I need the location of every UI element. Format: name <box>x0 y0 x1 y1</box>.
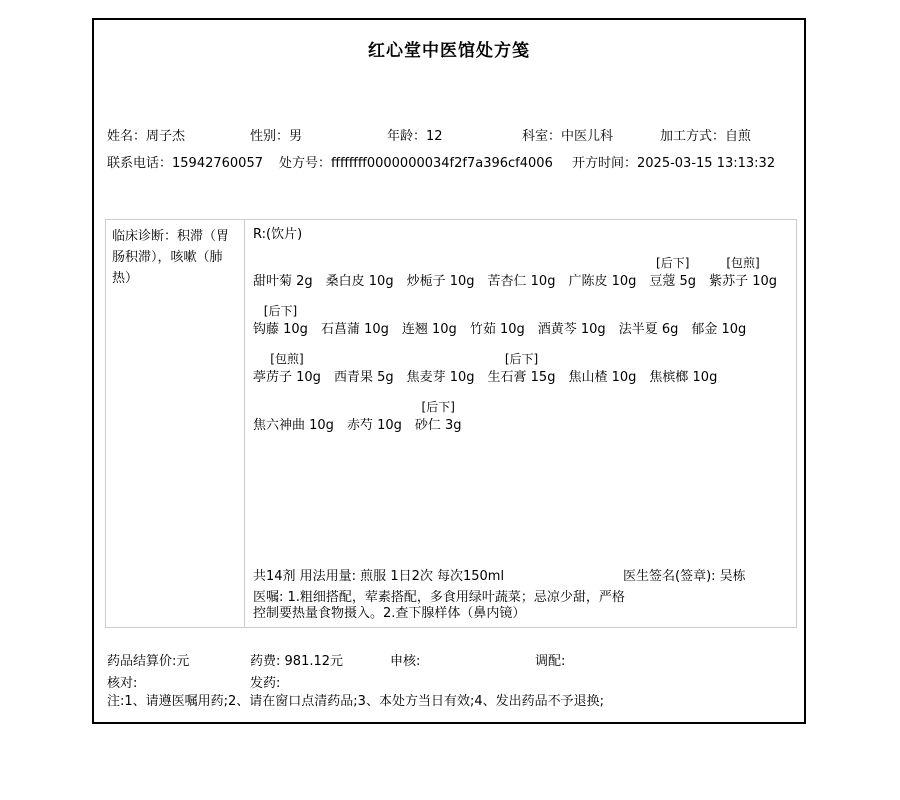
prescription-sheet <box>92 18 806 724</box>
herb-item <box>649 255 696 291</box>
herb-name-qty: 焦槟榔 10g <box>649 370 718 385</box>
herb-name-qty: 郁金 10g <box>691 322 747 337</box>
rx-footer <box>253 568 788 622</box>
patient-phone <box>107 152 263 171</box>
herb-decoction-tag <box>293 399 294 416</box>
herb-item <box>568 351 636 387</box>
herb-row <box>253 255 788 291</box>
herb-item <box>253 303 308 339</box>
herb-item <box>407 351 475 387</box>
herb-row <box>253 303 788 339</box>
herb-decoction-tag: [后下] <box>263 304 298 318</box>
herb-row <box>253 351 788 387</box>
herb-item <box>568 255 636 291</box>
rx-header: R:(饮片) <box>253 227 303 242</box>
herb-name-qty: 生石膏 15g <box>487 370 556 385</box>
herb-item <box>649 351 717 387</box>
prescription-time-value: 2025-03-15 13:13:32 <box>637 156 776 171</box>
processing-method-value: 自煎 <box>725 129 752 144</box>
dosage-text: 共14剂 用法用量: 煎服 1日2次 每次150ml <box>253 569 505 584</box>
herb-item <box>709 255 777 291</box>
herb-name-qty: 焦麦芽 10g <box>406 370 475 385</box>
medicine-fee-value: 981.12元 <box>284 654 344 669</box>
herb-item <box>253 255 313 291</box>
herb-decoction-tag <box>440 255 441 272</box>
herb-decoction-tag: [后下] <box>504 352 539 366</box>
herb-item <box>407 255 475 291</box>
processing-method-label: 加工方式： <box>660 129 726 144</box>
herb-decoction-tag: [包煎] <box>726 256 760 270</box>
diagnosis-value: 积滞（胃肠积滞），咳嗽（肺热） <box>112 229 230 286</box>
herb-name-qty: 紫苏子 10g <box>709 274 777 289</box>
herb-name-qty: 酒黄芩 10g <box>537 322 606 337</box>
patient-gender-label: 性别： <box>250 129 290 144</box>
patient-gender <box>250 125 302 144</box>
review-field: 申核: <box>390 654 421 669</box>
herb-item <box>334 351 394 387</box>
herb-item <box>402 303 457 339</box>
patient-age-label: 年龄： <box>387 129 427 144</box>
doctor-signature-value: 吴栋 <box>719 569 746 584</box>
prescription-number <box>279 152 553 171</box>
herb-name-qty: 赤芍 10g <box>346 418 402 433</box>
doctor-signature <box>623 568 746 586</box>
herb-decoction-tag: [包煎] <box>270 352 304 366</box>
herb-name-qty: 连翘 10g <box>401 322 457 337</box>
medical-advice: 医嘱: 1.粗细搭配，荤素搭配，多食用绿叶蔬菜；忌凉少甜，严格控制要热量食物摄入。2.查下腺样体（鼻内镜） <box>253 590 625 621</box>
herb-decoction-tag <box>602 351 603 368</box>
herb-decoction-tag <box>497 303 498 320</box>
herb-decoction-tag <box>648 303 649 320</box>
herb-decoction-tag <box>440 351 441 368</box>
patient-name <box>107 125 185 144</box>
herb-decoction-tag <box>683 351 684 368</box>
herb-item <box>691 303 746 339</box>
settlement-price: 药品结算价:元 <box>107 654 190 669</box>
dosage-line <box>253 568 788 586</box>
footer-note: 注:1、请遵医嘱用药;2、请在窗口点清药品;3、本处方当日有效;4、发出药品不予退换; <box>107 694 604 709</box>
herb-row <box>253 399 788 435</box>
herb-name-qty: 豆蔻 5g <box>649 274 697 289</box>
prescription-time <box>572 152 775 171</box>
herb-name-qty: 葶苈子 10g <box>253 370 321 385</box>
herb-decoction-tag <box>521 255 522 272</box>
patient-info-row-2 <box>94 152 804 170</box>
clinical-diagnosis-cell <box>106 220 245 627</box>
herb-decoction-tag <box>374 399 375 416</box>
herb-name-qty: 桑白皮 10g <box>325 274 394 289</box>
check-field: 核对: <box>107 676 138 691</box>
herb-item <box>253 399 334 435</box>
patient-age-value: 12 <box>426 129 443 144</box>
herb-item <box>253 351 321 387</box>
herb-name-qty: 苦杏仁 10g <box>487 274 556 289</box>
prescription-number-value: ffffffff0000000034f2f7a396cf4006 <box>331 156 553 171</box>
patient-phone-value: 15942760057 <box>172 156 263 171</box>
patient-department <box>522 125 613 144</box>
herb-decoction-tag <box>718 303 719 320</box>
herb-item <box>619 303 679 339</box>
herb-name-qty: 钩藤 10g <box>253 322 308 337</box>
prepare-field: 调配: <box>535 654 566 669</box>
herb-item <box>470 303 525 339</box>
herb-name-qty: 砂仁 3g <box>414 418 462 433</box>
herb-name-qty: 焦六神曲 10g <box>253 418 334 433</box>
herb-item <box>538 303 606 339</box>
herb-decoction-tag <box>354 303 355 320</box>
prescription-time-label: 开方时间： <box>572 156 638 171</box>
doctor-signature-label: 医生签名(签章): <box>623 569 716 584</box>
medicine-fee-label: 药费: <box>250 654 281 669</box>
patient-info-row-1 <box>94 125 804 143</box>
herb-decoction-tag <box>282 255 283 272</box>
prescription-table <box>105 219 797 628</box>
herb-item <box>347 399 402 435</box>
herb-item <box>415 399 462 435</box>
diagnosis-label: 临床诊断： <box>112 229 178 244</box>
patient-department-value: 中医儿科 <box>561 129 614 144</box>
patient-age <box>387 125 443 144</box>
herb-name-qty: 甜叶菊 2g <box>253 274 313 289</box>
patient-department-label: 科室： <box>522 129 562 144</box>
patient-name-label: 姓名： <box>107 129 147 144</box>
prescription-cell <box>245 220 796 627</box>
herb-name-qty: 竹茹 10g <box>469 322 525 337</box>
herb-decoction-tag <box>363 351 364 368</box>
herb-item <box>326 255 394 291</box>
herb-name-qty: 焦山楂 10g <box>568 370 637 385</box>
herb-name-qty: 炒栀子 10g <box>406 274 475 289</box>
herb-rows <box>253 255 788 435</box>
herb-decoction-tag: [后下] <box>421 400 455 414</box>
patient-name-value: 周子杰 <box>146 129 186 144</box>
herb-item <box>488 351 556 387</box>
herb-item <box>321 303 389 339</box>
herb-name-qty: 石菖蒲 10g <box>320 322 389 337</box>
herb-name-qty: 广陈皮 10g <box>568 274 637 289</box>
herb-decoction-tag <box>359 255 360 272</box>
herb-decoction-tag <box>602 255 603 272</box>
herb-decoction-tag <box>429 303 430 320</box>
herb-name-qty: 法半夏 6g <box>618 322 679 337</box>
page-title: 红心堂中医馆处方笺 <box>368 41 530 61</box>
medicine-fee <box>250 650 343 669</box>
herb-name-qty: 西青果 5g <box>333 370 394 385</box>
herb-item <box>488 255 556 291</box>
herb-decoction-tag: [后下] <box>656 256 690 270</box>
patient-phone-label: 联系电话： <box>107 156 173 171</box>
processing-method <box>660 125 751 144</box>
prescription-number-label: 处方号： <box>279 156 332 171</box>
herb-decoction-tag <box>571 303 572 320</box>
patient-gender-value: 男 <box>289 129 303 144</box>
dispense-field: 发药: <box>250 676 281 691</box>
